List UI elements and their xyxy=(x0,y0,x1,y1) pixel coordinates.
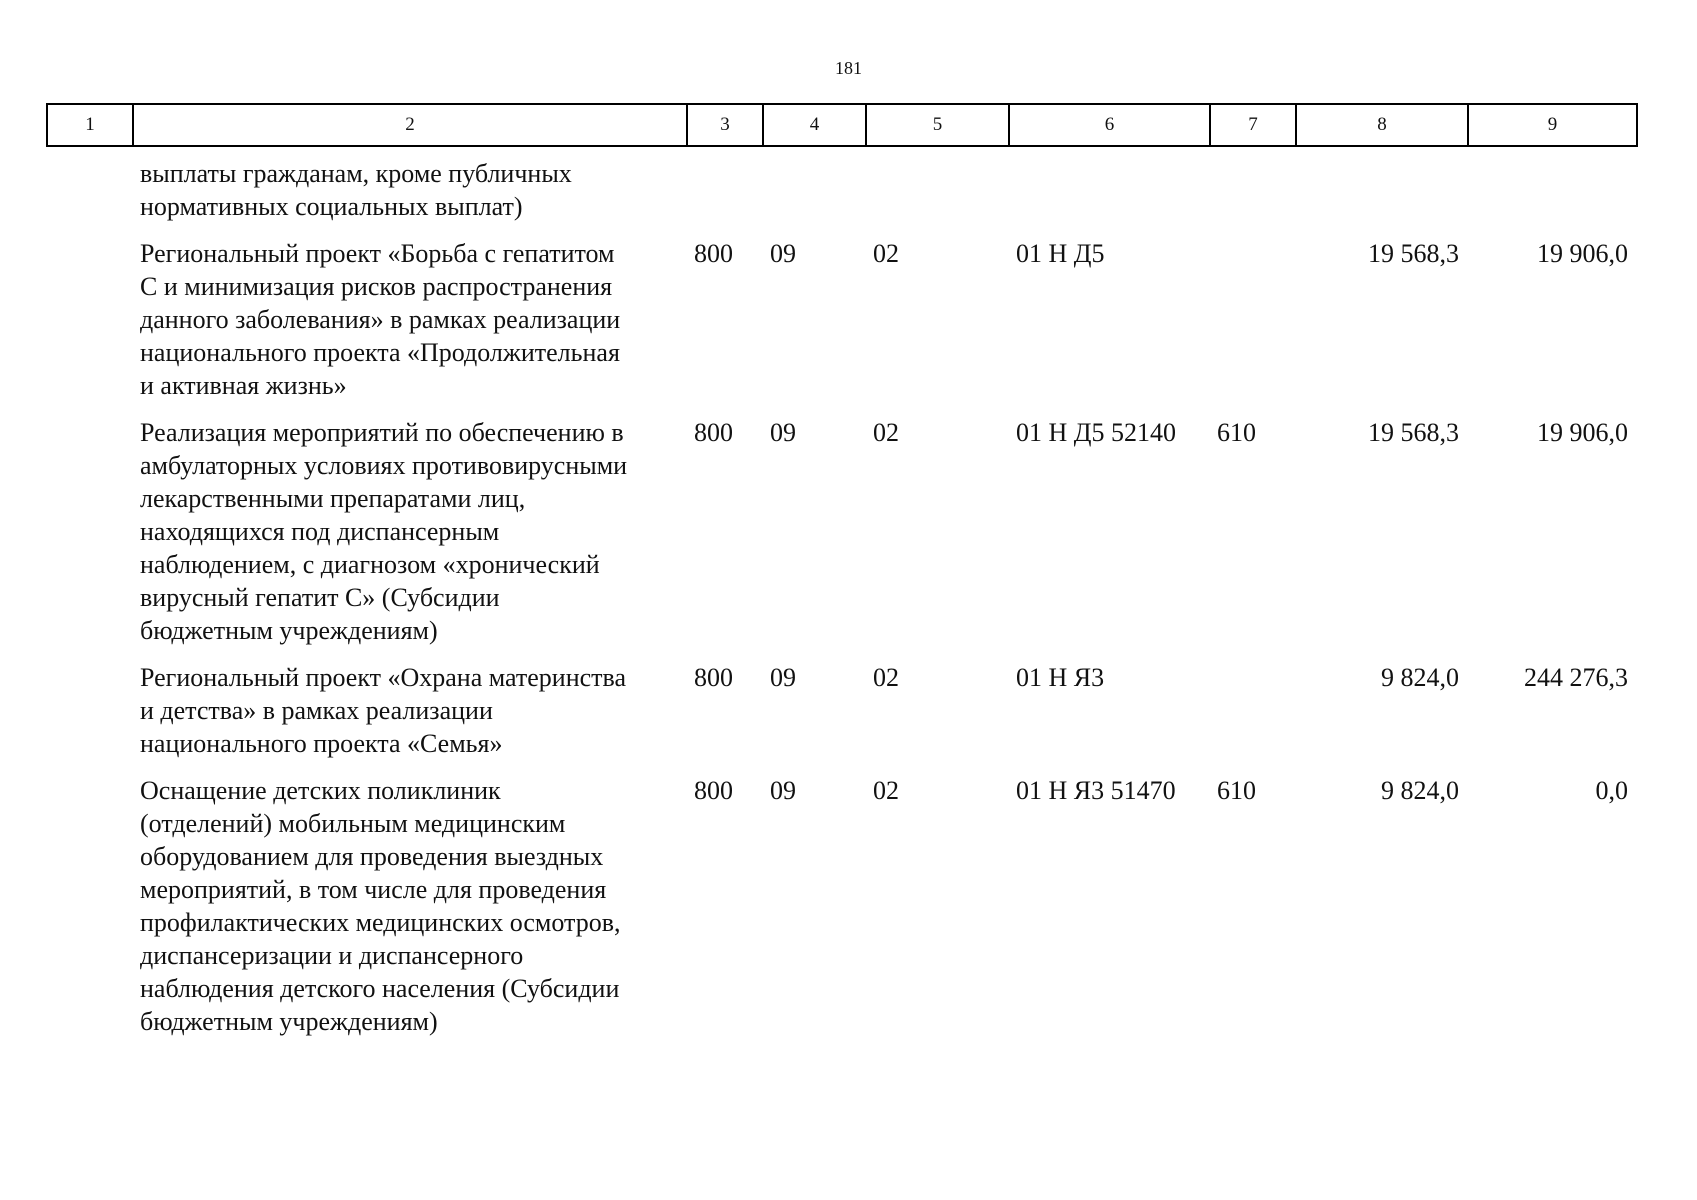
cell-col5: 02 xyxy=(873,663,899,692)
cell-col8: 9 824,0 xyxy=(1381,776,1459,805)
table-row xyxy=(46,661,1636,760)
cell-col1 xyxy=(46,774,132,1038)
cell-col5 xyxy=(865,157,1008,223)
cell-description: выплаты гражданам, кроме публичных нормативных социальных выплат) xyxy=(140,159,572,221)
cell-col4: 09 xyxy=(770,776,796,805)
cell-col9: 19 906,0 xyxy=(1537,239,1628,268)
table-row xyxy=(46,774,1636,1038)
cell-col7 xyxy=(1209,661,1295,760)
table-row xyxy=(46,416,1636,647)
column-header-2: 2 xyxy=(133,104,687,146)
cell-description: Региональный проект «Охрана материнства и детства» в рамках реализации национального проекта «Семья» xyxy=(140,663,626,758)
cell-col9: 19 906,0 xyxy=(1537,418,1628,447)
cell-col8: 9 824,0 xyxy=(1381,663,1459,692)
cell-col5: 02 xyxy=(873,776,899,805)
cell-col9 xyxy=(1467,157,1636,223)
cell-col3: 800 xyxy=(694,663,733,692)
cell-col3: 800 xyxy=(694,418,733,447)
cell-col7 xyxy=(1209,157,1295,223)
cell-col7 xyxy=(1209,237,1295,402)
cell-col4 xyxy=(762,157,865,223)
column-header-6: 6 xyxy=(1009,104,1210,146)
cell-col8 xyxy=(1295,157,1467,223)
cell-col3: 800 xyxy=(694,239,733,268)
cell-col4: 09 xyxy=(770,418,796,447)
cell-col8: 19 568,3 xyxy=(1368,418,1459,447)
column-header-8: 8 xyxy=(1296,104,1468,146)
cell-description: Реализация мероприятий по обеспечению в амбулаторных условиях противовирусными лекарственными препаратами лиц, находящихся под диспансерным наблюдением, с диагнозом «хронический вирусный гепатит С» (Субсидии бюджетным учреждениям) xyxy=(140,418,628,645)
cell-description: Оснащение детских поликлиник (отделений) мобильным медицинским оборудованием для проведения выездных мероприятий, в том числе для проведения профилактических медицинских осмотров, диспансеризации и диспансерного наблюдения детского населения (Субсидии бюджетным учреждениям) xyxy=(140,776,621,1036)
column-header-4: 4 xyxy=(763,104,866,146)
cell-col4: 09 xyxy=(770,663,796,692)
column-header-1: 1 xyxy=(47,104,133,146)
cell-col5: 02 xyxy=(873,239,899,268)
table-row xyxy=(46,157,1636,223)
column-header-5: 5 xyxy=(866,104,1009,146)
cell-col1 xyxy=(46,661,132,760)
cell-col1 xyxy=(46,157,132,223)
column-header-row xyxy=(47,104,1637,146)
cell-col1 xyxy=(46,237,132,402)
cell-col6: 01 Н Я3 xyxy=(1016,663,1105,692)
cell-col9: 244 276,3 xyxy=(1524,663,1628,692)
cell-col1 xyxy=(46,416,132,647)
column-header-3: 3 xyxy=(687,104,763,146)
cell-col7: 610 xyxy=(1217,776,1256,805)
cell-col6: 01 Н Д5 xyxy=(1016,239,1105,268)
cell-col7: 610 xyxy=(1217,418,1256,447)
column-header-table xyxy=(46,103,1638,147)
budget-table-body xyxy=(46,157,1636,1052)
cell-col6: 01 Н Я3 51470 xyxy=(1016,776,1176,805)
cell-col8: 19 568,3 xyxy=(1368,239,1459,268)
cell-col6: 01 Н Д5 52140 xyxy=(1016,418,1177,447)
column-header-7: 7 xyxy=(1210,104,1296,146)
cell-col3: 800 xyxy=(694,776,733,805)
cell-col3 xyxy=(686,157,762,223)
table-row xyxy=(46,237,1636,402)
cell-col9: 0,0 xyxy=(1595,776,1628,805)
cell-col4: 09 xyxy=(770,239,796,268)
cell-col5: 02 xyxy=(873,418,899,447)
cell-col6 xyxy=(1008,157,1209,223)
cell-description: Региональный проект «Борьба с гепатитом С и минимизация рисков распространения данного заболевания» в рамках реализации национального проекта «Продолжительная и активная жизнь» xyxy=(140,239,621,400)
column-header-9: 9 xyxy=(1468,104,1637,146)
page-number: 181 xyxy=(835,58,862,78)
